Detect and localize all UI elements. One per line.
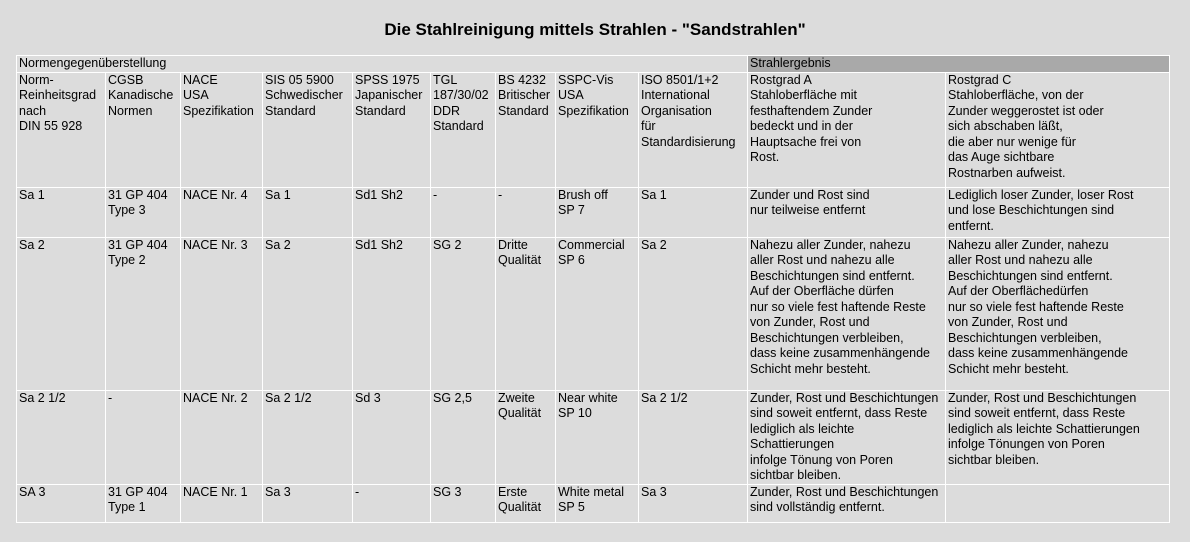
table-cell: Near white SP 10 <box>556 390 639 484</box>
table-cell: Commercial SP 6 <box>556 237 639 390</box>
table-row <box>17 187 1170 237</box>
page-title: Die Stahlreinigung mittels Strahlen - "Sandstrahlen" <box>384 20 806 39</box>
table-cell <box>946 484 1170 522</box>
group-header-row <box>17 56 1170 73</box>
group-header-result: Strahlergebnis <box>748 56 1170 73</box>
table-cell: Dritte Qualität <box>496 237 556 390</box>
table-cell: 31 GP 404 Type 1 <box>106 484 181 522</box>
table-cell: NACE Nr. 3 <box>181 237 263 390</box>
table-cell: Sd1 Sh2 <box>353 237 431 390</box>
table-cell: Sa 1 <box>17 187 106 237</box>
table-cell: White metal SP 5 <box>556 484 639 522</box>
table-cell: 31 GP 404 Type 3 <box>106 187 181 237</box>
table-cell: NACE Nr. 4 <box>181 187 263 237</box>
table-cell: - <box>496 187 556 237</box>
column-header: SSPC-Vis USA Spezifikation <box>556 72 639 187</box>
table-cell: - <box>431 187 496 237</box>
table-cell: Zunder, Rost und Beschichtungen sind soweit entfernt, dass Reste lediglich als leichte Schattierungen infolge Tönung von Poren sichtbar bleiben. <box>748 390 946 484</box>
column-header: Rostgrad A Stahloberfläche mit festhaftendem Zunder bedeckt und in der Hauptsache frei von Rost. <box>748 72 946 187</box>
table-cell: - <box>106 390 181 484</box>
table-cell: Sa 2 <box>263 237 353 390</box>
table-row <box>17 237 1170 390</box>
table-cell: SA 3 <box>17 484 106 522</box>
table-row <box>17 390 1170 484</box>
table-cell: Sa 2 <box>17 237 106 390</box>
table-row <box>17 484 1170 522</box>
table-cell: Nahezu aller Zunder, nahezu aller Rost und nahezu alle Beschichtungen sind entfernt. Auf der Oberfläche dürfen nur so viele fest haftende Reste von Zunder, Rost und Beschichtungen verbleiben, dass keine zusammenhängende Schicht mehr besteht. <box>748 237 946 390</box>
table-cell: Sa 3 <box>639 484 748 522</box>
group-header-norms: Normengegenüberstellung <box>17 56 748 73</box>
table-cell: SG 3 <box>431 484 496 522</box>
table-cell: Erste Qualität <box>496 484 556 522</box>
table-cell: - <box>353 484 431 522</box>
table-cell: Nahezu aller Zunder, nahezu aller Rost und nahezu alle Beschichtungen sind entfernt. Auf der Oberflächedürfen nur so viele fest haftende Reste von Zunder, Rost und Beschichtungen verbleiben, dass keine zusammenhängende Schicht mehr besteht. <box>946 237 1170 390</box>
table-cell: SG 2,5 <box>431 390 496 484</box>
standards-table <box>16 55 1170 523</box>
table-cell: SG 2 <box>431 237 496 390</box>
table-cell: Zunder, Rost und Beschichtungen sind vollständig entfernt. <box>748 484 946 522</box>
column-header: Rostgrad C Stahloberfläche, von der Zunder weggerostet ist oder sich abschaben läßt, die aber nur wenige für das Auge sichtbare Rostnarben aufweist. <box>946 72 1170 187</box>
table-cell: Sa 1 <box>639 187 748 237</box>
table-cell: Sa 2 1/2 <box>639 390 748 484</box>
table-cell: NACE Nr. 2 <box>181 390 263 484</box>
table-cell: 31 GP 404 Type 2 <box>106 237 181 390</box>
table-cell: Zweite Qualität <box>496 390 556 484</box>
table-cell: Sd 3 <box>353 390 431 484</box>
column-header: ISO 8501/1+2 International Organisation für Standardisierung <box>639 72 748 187</box>
column-header: SPSS 1975 Japanischer Standard <box>353 72 431 187</box>
column-header: CGSB Kanadische Normen <box>106 72 181 187</box>
column-header: Norm- Reinheitsgrad nach DIN 55 928 <box>17 72 106 187</box>
table-cell: Sa 2 <box>639 237 748 390</box>
column-header: BS 4232 Britischer Standard <box>496 72 556 187</box>
table-cell: Brush off SP 7 <box>556 187 639 237</box>
column-header: TGL 187/30/02 DDR Standard <box>431 72 496 187</box>
table-cell: Sa 1 <box>263 187 353 237</box>
table-cell: NACE Nr. 1 <box>181 484 263 522</box>
table-cell: Zunder, Rost und Beschichtungen sind soweit entfernt, dass Reste lediglich als leichte Schattierungen infolge Tönungen von Poren sichtbar bleiben. <box>946 390 1170 484</box>
column-header-row <box>17 72 1170 187</box>
table-cell: Sa 2 1/2 <box>263 390 353 484</box>
table-cell: Sa 2 1/2 <box>17 390 106 484</box>
column-header: SIS 05 5900 Schwedischer Standard <box>263 72 353 187</box>
table-cell: Sa 3 <box>263 484 353 522</box>
table-cell: Zunder und Rost sind nur teilweise entfernt <box>748 187 946 237</box>
table-cell: Lediglich loser Zunder, loser Rost und lose Beschichtungen sind entfernt. <box>946 187 1170 237</box>
table-cell: Sd1 Sh2 <box>353 187 431 237</box>
column-header: NACE USA Spezifikation <box>181 72 263 187</box>
